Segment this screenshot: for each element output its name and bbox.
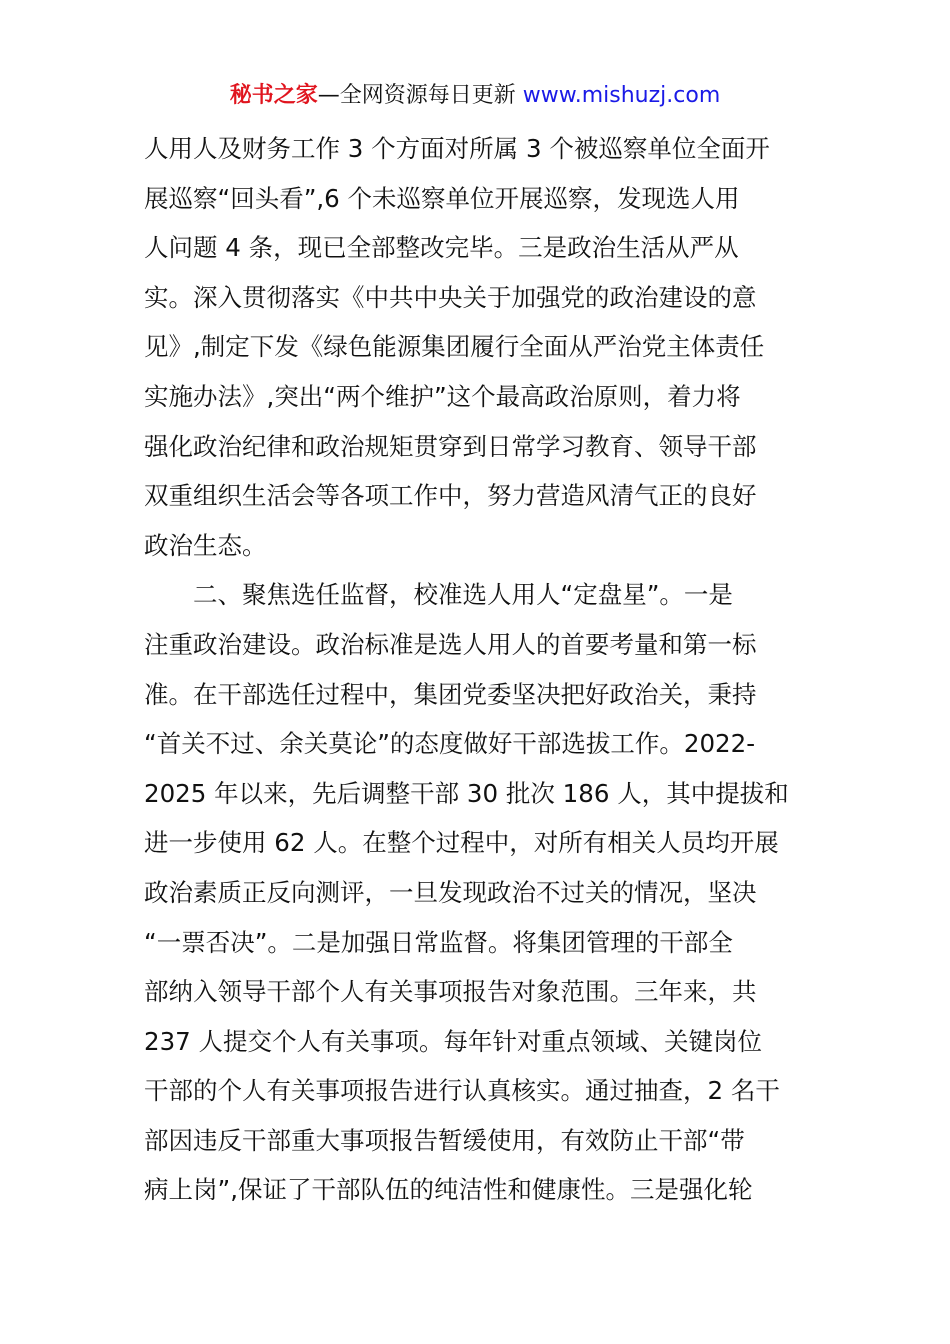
text-line: 干部的个人有关事项报告进行认真核实。通过抽查，2 名干	[144, 1076, 780, 1106]
text-line: “一票否决”。二是加强日常监督。将集团管理的干部全	[144, 927, 733, 957]
text-line: 部纳入领导干部个人有关事项报告对象范围。三年来，共	[144, 977, 757, 1007]
text-line: 实。深入贯彻落实《中共中央关于加强党的政治建设的意	[144, 282, 757, 312]
text-line: 准。在干部选任过程中，集团党委坚决把好政治关，秉持	[144, 679, 757, 709]
text-line: 双重组织生活会等各项工作中，努力营造风清气正的良好	[144, 481, 757, 511]
text-line: 二、聚焦选任监督，校准选人用人“定盘星”。一是	[193, 580, 733, 610]
brand-name: 秘书之家	[229, 83, 318, 108]
header-tagline: —全网资源每日更新	[317, 83, 523, 108]
text-line: 政治素质正反向测评，一旦发现政治不过关的情况，坚决	[144, 877, 757, 907]
text-line: 病上岗”,保证了干部队伍的纯洁性和健康性。三是强化轮	[144, 1175, 753, 1205]
text-line: 展巡察“回头看”,6 个未巡察单位开展巡察，发现选人用	[144, 183, 740, 213]
text-line: 人用人及财务工作 3 个方面对所属 3 个被巡察单位全面开	[144, 134, 770, 163]
text-line: 人问题 4 条，现已全部整改完毕。三是政治生活从严从	[144, 233, 739, 263]
text-line: 进一步使用 62 人。在整个过程中，对所有相关人员均开展	[144, 828, 779, 858]
text-line: 强化政治纪律和政治规矩贯穿到日常学习教育、领导干部	[144, 431, 757, 461]
page-header	[0, 80, 950, 112]
site-link[interactable]: www.mishuzj.com	[522, 83, 721, 108]
text-line: 部因违反干部重大事项报告暂缓使用，有效防止干部“带	[144, 1125, 745, 1155]
text-line: 政治生态。	[144, 530, 267, 560]
text-line: 见》,制定下发《绿色能源集团履行全面从严治党主体责任	[144, 332, 765, 362]
text-line: 237 人提交个人有关事项。每年针对重点领域、关键岗位	[144, 1026, 763, 1056]
document-body	[144, 124, 806, 1215]
text-line: 实施办法》,突出“两个维护”这个最高政治原则，着力将	[144, 381, 741, 411]
text-line: “首关不过、余关莫论”的态度做好干部选拔工作。2022-	[144, 729, 756, 759]
text-line: 2025 年以来，先后调整干部 30 批次 186 人，其中提拔和	[144, 778, 789, 808]
text-line: 注重政治建设。政治标准是选人用人的首要考量和第一标	[144, 629, 757, 659]
